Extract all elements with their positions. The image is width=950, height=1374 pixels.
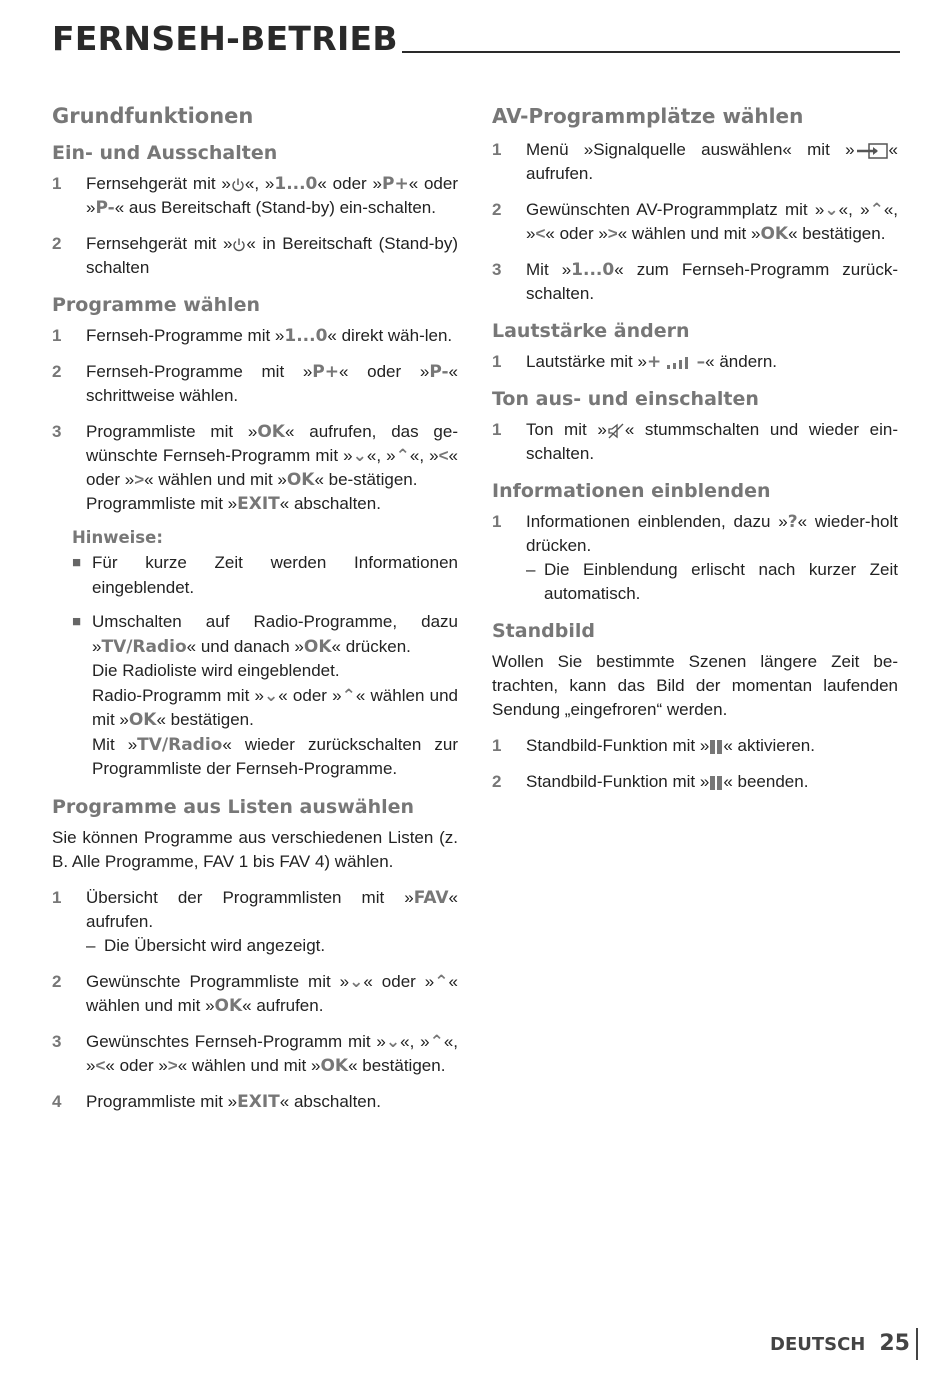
note-text: Umschalten auf Radio-Programme, dazu »TV/Radio« und danach »OK« drücken. Die Radioliste wird eingeblendet. Radio-Programm mit »⌄« oder »⌃« wählen und mit »OK« bestätigen. Mit »TV/Radio« wieder zurückschalten zur Programmliste der Fernseh-Programme. xyxy=(92,612,458,778)
section-heading-grundfunktionen: Grundfunktionen xyxy=(52,104,254,128)
step-text: Gewünschtes Fernseh-Programm mit »⌄«, »⌃«, »<« oder »>« wählen und mit »OK« bestätigen. xyxy=(86,1031,459,1076)
step-text: Programmliste mit »EXIT« abschalten. xyxy=(86,1091,381,1112)
step-item xyxy=(52,970,458,1018)
subheading-av-programmplaetze: AV-Programmplätze wählen xyxy=(492,104,804,128)
step-text: Programmliste mit »OK« aufrufen, das ge-wünschte Fernseh-Programm mit »⌄«, »⌃«, »<« oder »>« wählen und mit »OK« be-stätigen. Programmliste mit »EXIT« abschalten. xyxy=(86,422,459,514)
section-lautstaerke xyxy=(492,320,898,374)
step-number: 2 xyxy=(492,200,502,219)
step-item xyxy=(492,510,898,606)
step-number: 1 xyxy=(52,887,62,907)
step-text: Fernsehgerät mit » « in Bereitschaft (Stand-by) schalten xyxy=(86,234,458,277)
section-programme-aus-listen xyxy=(52,796,458,1114)
section-av-programmplaetze xyxy=(492,104,898,306)
step-text: Fernseh-Programme mit »1...0« direkt wäh-len. xyxy=(86,326,453,346)
step-number: 2 xyxy=(52,234,62,253)
step-item xyxy=(52,232,458,280)
up-arrow-icon: ⌃ xyxy=(429,1031,444,1051)
intro-paragraph: Sie können Programme aus verschiedenen Listen (z. B. Alle Programme, FAV 1 bis FAV 4) wählen. xyxy=(52,827,458,871)
language-label: DEUTSCH xyxy=(770,1333,866,1355)
left-arrow-icon: < xyxy=(535,224,546,243)
note-text: Für kurze Zeit werden Informationen eingeblendet. xyxy=(92,553,458,597)
step-number: 3 xyxy=(492,260,502,279)
square-bullet-icon: ■ xyxy=(72,613,82,630)
step-item xyxy=(52,324,458,348)
step-number: 1 xyxy=(492,352,502,371)
power-icon xyxy=(232,237,246,253)
subheading-ton-aus-ein: Ton aus- und einschalten xyxy=(492,388,759,410)
step-number: 2 xyxy=(52,971,62,991)
step-item xyxy=(492,350,898,374)
right-arrow-icon: > xyxy=(607,224,618,243)
step-number: 1 xyxy=(492,736,502,755)
step-item xyxy=(492,770,898,794)
section-standbild xyxy=(492,620,898,794)
subheading-lautstaerke: Lautstärke ändern xyxy=(492,320,690,342)
header-rule xyxy=(402,51,900,53)
subheading-standbild: Standbild xyxy=(492,620,595,642)
down-arrow-icon: ⌄ xyxy=(352,446,367,465)
pause-icon xyxy=(709,775,723,791)
section-ton-aus-ein xyxy=(492,388,898,466)
page-title: FERNSEH-BETRIEB xyxy=(52,19,398,58)
step-text: Gewünschten AV-Programmplatz mit »⌄«, »⌃«, »<« oder »>« wählen und mit »OK« bestätigen. xyxy=(526,200,898,244)
right-arrow-icon: > xyxy=(167,1055,178,1075)
down-arrow-icon: ⌄ xyxy=(824,200,839,219)
step-number: 3 xyxy=(52,1031,62,1051)
subheading-informationen: Informationen einblenden xyxy=(492,480,771,502)
note-item xyxy=(72,551,458,600)
step-item xyxy=(492,418,898,466)
step-text: Informationen einblenden, dazu »?« wieder-holt drücken. – Die Einblendung erlischt nach kurzer Zeit automatisch. xyxy=(526,512,898,603)
step-number: 1 xyxy=(492,420,502,439)
right-column xyxy=(492,96,898,808)
page-header xyxy=(52,19,900,58)
step-number: 1 xyxy=(52,174,62,193)
step-number: 2 xyxy=(52,362,62,381)
up-arrow-icon: ⌃ xyxy=(434,971,449,991)
volume-bars-icon xyxy=(666,356,692,370)
up-arrow-icon: ⌃ xyxy=(395,446,410,465)
step-text: Gewünschte Programmliste mit »⌄« oder »⌃« wählen und mit »OK« aufrufen. xyxy=(86,971,458,1016)
down-arrow-icon: ⌄ xyxy=(385,1031,401,1051)
section-informationen xyxy=(492,480,898,606)
step-item xyxy=(52,420,458,516)
step-item xyxy=(52,1030,458,1078)
step-text: Lautstärke mit »+ –« ändern. xyxy=(526,352,778,372)
page-footer xyxy=(770,1328,918,1360)
step-text: Standbild-Funktion mit » « beenden. xyxy=(526,772,809,791)
step-text: Menü »Signalquelle auswählen« mit » « aufrufen. xyxy=(526,140,898,183)
step-item xyxy=(52,1090,458,1114)
step-item xyxy=(52,172,458,220)
step-number: 3 xyxy=(52,422,62,441)
section-programme-waehlen xyxy=(52,294,458,782)
step-item xyxy=(52,360,458,408)
down-arrow-icon: ⌄ xyxy=(263,685,279,705)
left-arrow-icon: < xyxy=(95,1055,106,1075)
step-text: Fernseh-Programme mit »P+« oder »P-« schrittweise wählen. xyxy=(86,362,458,405)
step-text: Fernsehgerät mit » «, »1...0« oder »P+« oder »P-« aus Bereitschaft (Stand-by) ein-schalten. xyxy=(86,174,459,218)
source-input-icon xyxy=(855,142,889,160)
step-item xyxy=(52,886,458,958)
subheading-ein-ausschalten: Ein- und Ausschalten xyxy=(52,142,278,164)
step-item xyxy=(492,198,898,246)
square-bullet-icon: ■ xyxy=(72,554,82,571)
left-column xyxy=(52,96,458,1128)
step-item xyxy=(492,734,898,758)
note-item xyxy=(72,610,458,782)
step-text: Übersicht der Programmlisten mit »FAV« aufrufen. – Die Übersicht wird angezeigt. xyxy=(86,887,458,955)
power-icon xyxy=(231,177,245,193)
step-text: Mit »1...0« zum Fernseh-Programm zurück-schalten. xyxy=(526,260,899,303)
page-number: 25 xyxy=(879,1328,918,1360)
notes-heading: Hinweise: xyxy=(72,528,163,547)
pause-icon xyxy=(709,739,723,755)
up-arrow-icon: ⌃ xyxy=(341,685,356,705)
subheading-programme-waehlen: Programme wählen xyxy=(52,294,261,316)
step-number: 2 xyxy=(492,772,502,791)
step-number: 4 xyxy=(52,1091,62,1111)
step-number: 1 xyxy=(52,326,62,345)
down-arrow-icon: ⌄ xyxy=(349,971,364,991)
intro-paragraph: Wollen Sie bestimmte Szenen längere Zeit be-trachten, kann das Bild der momentan laufenden Sendung „eingefroren“ werden. xyxy=(492,652,898,719)
subheading-programme-aus-listen: Programme aus Listen auswählen xyxy=(52,795,415,818)
step-text: Ton mit » « stummschalten und wieder ein-schalten. xyxy=(526,420,898,463)
section-ein-ausschalten xyxy=(52,142,458,280)
left-arrow-icon: < xyxy=(438,446,449,465)
step-text: Standbild-Funktion mit » « aktivieren. xyxy=(526,736,815,755)
step-item xyxy=(492,258,898,306)
mute-icon xyxy=(607,423,625,439)
right-arrow-icon: > xyxy=(134,470,145,489)
up-arrow-icon: ⌃ xyxy=(869,200,884,219)
step-item xyxy=(492,138,898,186)
step-number: 1 xyxy=(492,140,502,159)
step-number: 1 xyxy=(492,512,502,531)
